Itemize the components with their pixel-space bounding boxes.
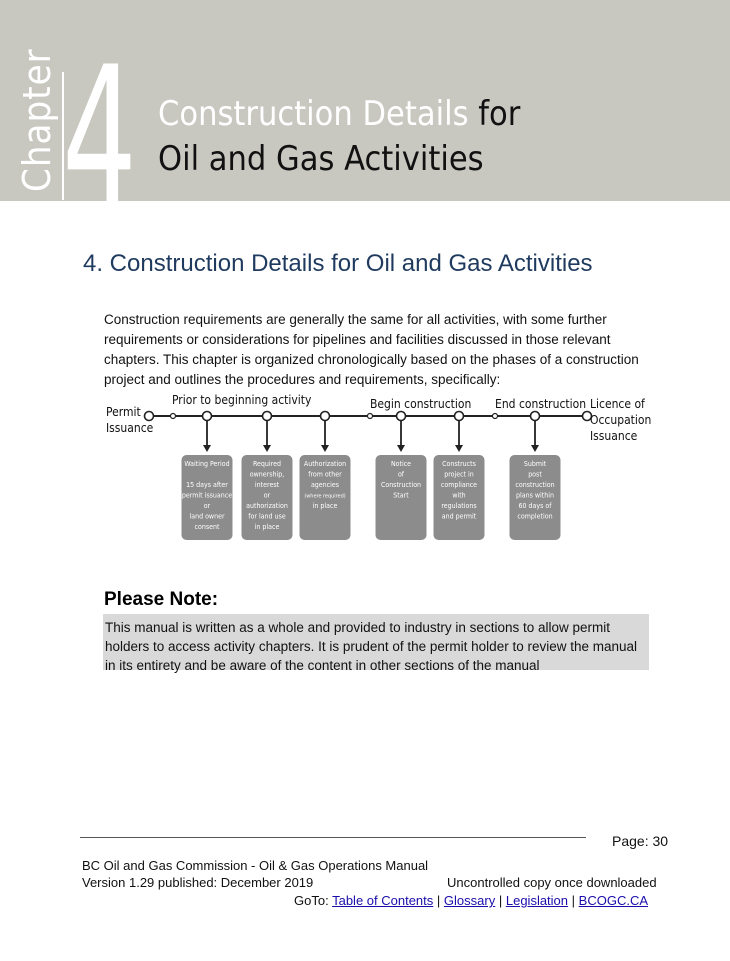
step-box-text: ownership, [249, 470, 285, 479]
step-box-text: Authorization [303, 460, 347, 468]
note-box: This manual is written as a whole and provided to industry in sections to allow permit holders to access activity chapters. It is prudent of the permit holder to review the manual in its entirety and be aware of the content in other sections of the manual [103, 614, 649, 670]
step-arrow-head [531, 445, 539, 452]
step-arrow-head [203, 445, 211, 452]
step-box-text: post [528, 470, 542, 479]
chapter-title [158, 92, 520, 182]
step-arrow-head [455, 445, 463, 452]
step-arrow-head [397, 445, 405, 452]
flow-start-label-line: Permit [106, 405, 141, 419]
link-legislation[interactable]: Legislation [505, 893, 569, 908]
timeline-step-node [321, 412, 330, 421]
phase-label-end: End construction [495, 397, 587, 411]
step-box-text: Start [393, 491, 409, 500]
step-box-text: Construction [380, 481, 422, 489]
note-heading: Please Note: [104, 589, 219, 610]
chapter-title-for: for [478, 94, 521, 134]
step-box-text: or [203, 502, 211, 510]
flow-end-label-line: Occupation [590, 413, 652, 427]
step-box-text: 60 days of [518, 502, 552, 510]
step-box-text: agencies [310, 481, 340, 489]
flow-start-label-line: Issuance [106, 421, 154, 435]
chapter-title-light: Construction Details [158, 94, 469, 134]
step-box-text: Submit [523, 460, 547, 468]
link-glossary[interactable]: Glossary [443, 893, 496, 908]
step-box-text: in place [312, 502, 338, 510]
step-box-text: Notice [390, 460, 412, 468]
timeline-step-node [263, 412, 272, 421]
link-separator: | [436, 893, 441, 908]
step-box-text: permit issuance [181, 491, 233, 500]
link-separator: | [571, 893, 576, 908]
flowchart-graphic [100, 388, 660, 548]
construction-flowchart [100, 388, 660, 548]
timeline-step-node [397, 412, 406, 421]
timeline-step-node [203, 412, 212, 421]
footer-version: Version 1.29 published: December 2019 [82, 875, 314, 890]
link-bcogc[interactable]: BCOGC.CA [578, 893, 648, 908]
timeline-step-node [531, 412, 540, 421]
chapter-title-line2: Oil and Gas Activities [158, 139, 484, 179]
footer-goto [294, 893, 648, 908]
footer-divider [80, 837, 586, 838]
step-box-text: Constructs [442, 460, 476, 468]
step-box-text: Required [253, 460, 281, 468]
timeline-phase-node [171, 414, 176, 419]
timeline-step-node [455, 412, 464, 421]
step-box-text: plans within [516, 491, 554, 500]
timeline-phase-node [493, 414, 498, 419]
step-box-text: and permit [441, 512, 477, 521]
step-box-text: completion [517, 512, 553, 521]
step-box-text: regulations [441, 502, 477, 510]
step-arrow-head [263, 445, 271, 452]
step-box-text: construction [515, 481, 555, 489]
step-box-text: authorization [246, 502, 288, 510]
page-number: Page: 30 [612, 833, 669, 849]
flow-start-label [106, 404, 153, 436]
step-box-text: (where required) [304, 493, 346, 500]
timeline-phase-node [368, 414, 373, 419]
flow-end-label-line: Licence of [590, 397, 645, 411]
step-box-text: of [397, 470, 405, 479]
step-box-text: 15 days after [186, 481, 228, 489]
step-box-text: consent [194, 523, 220, 531]
step-box-text: or [263, 491, 271, 500]
step-box-text: from other [308, 470, 342, 479]
step-box-text: for land use [248, 512, 286, 521]
chapter-banner [0, 0, 730, 247]
flow-end-label-line: Issuance [590, 429, 638, 443]
step-box-text: land owner [189, 512, 225, 521]
intro-paragraph: Construction requirements are generally the same for all activities, with some further requirements or considerations for pipelines and facilities discussed in those relevant chapters. This chapter is organized chronologically based on the phases of a construction project and outlines the procedures and requirements, specifically: [104, 312, 639, 387]
step-box-text: in place [254, 523, 280, 531]
step-box-text: interest [254, 481, 280, 489]
step-box-text: with [452, 491, 466, 500]
step-arrow-head [321, 445, 329, 452]
step-box-text: project in [444, 470, 474, 479]
chapter-word: Chapter [15, 48, 59, 192]
step-box-text: compliance [440, 481, 478, 489]
link-table-of-contents[interactable]: Table of Contents [332, 893, 434, 908]
goto-label: GoTo: [294, 893, 329, 908]
step-box-text: Waiting Period [184, 460, 230, 468]
footer-copy-note: Uncontrolled copy once downloaded [447, 875, 657, 890]
footer-org: BC Oil and Gas Commission - Oil & Gas Operations Manual [82, 858, 429, 873]
chapter-number: 4 [62, 26, 137, 247]
link-separator: | [498, 893, 503, 908]
phase-label-begin: Begin construction [370, 397, 472, 411]
phase-label-prior: Prior to beginning activity [172, 393, 312, 407]
flow-end-label [590, 396, 651, 444]
section-heading: 4. Construction Details for Oil and Gas Activities [83, 250, 593, 277]
